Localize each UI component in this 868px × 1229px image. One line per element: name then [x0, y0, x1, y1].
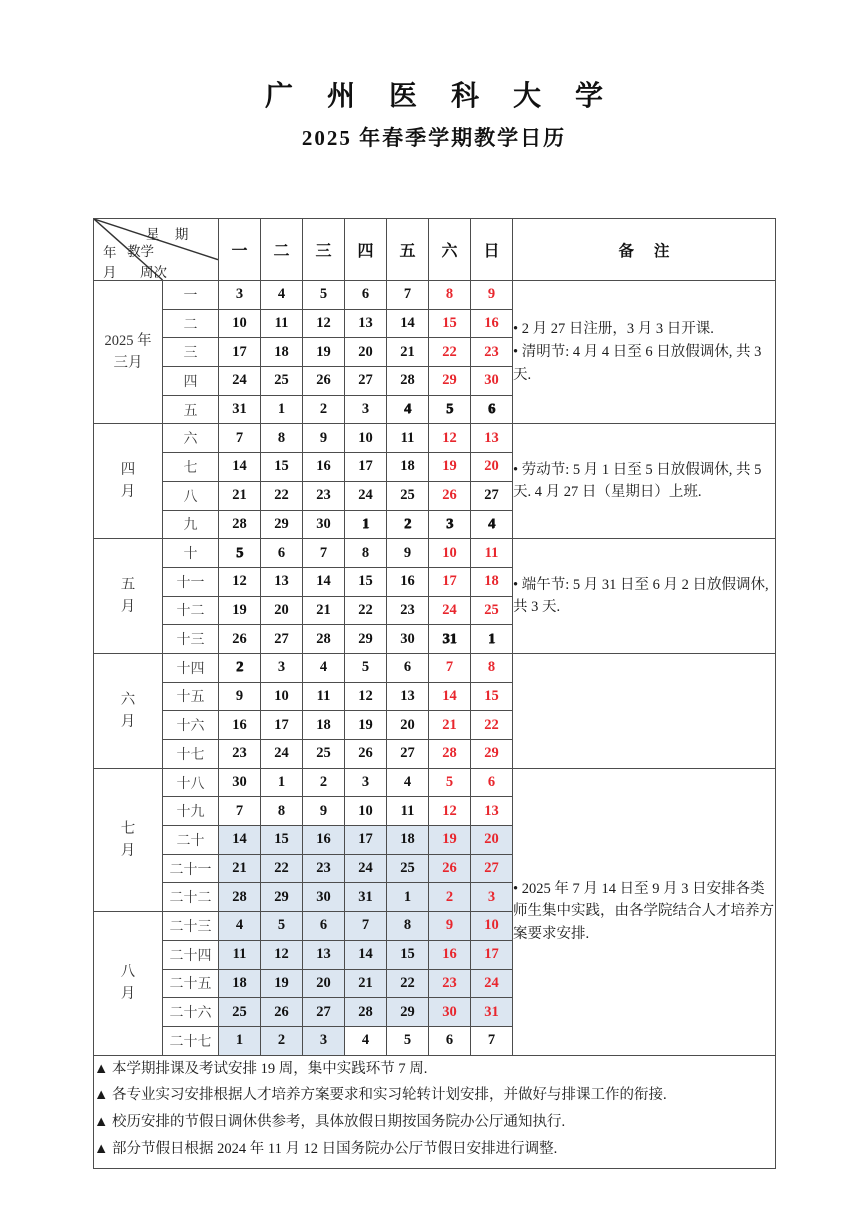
date-cell: 23 [219, 740, 261, 769]
date-cell: 16 [303, 826, 345, 855]
date-cell: 5 [303, 281, 345, 310]
date-cell: 28 [387, 367, 429, 396]
date-cell: 4 [261, 281, 303, 310]
date-cell: 7 [303, 539, 345, 568]
date-cell: 7 [429, 653, 471, 682]
footnotes-cell [94, 1055, 776, 1168]
week-number-label: 五 [163, 395, 219, 424]
date-cell: 9 [471, 281, 513, 310]
date-cell: 1 [387, 883, 429, 912]
date-cell: 4 [345, 1026, 387, 1055]
week-number-label: 二 [163, 309, 219, 338]
date-cell: 18 [303, 711, 345, 740]
date-cell: 4 [387, 395, 429, 424]
date-cell: 29 [471, 740, 513, 769]
date-cell: 21 [219, 481, 261, 510]
month-label: 七 月 [94, 768, 163, 911]
weekday-header: 日 [471, 219, 513, 281]
month-label: 2025 年 三月 [94, 281, 163, 424]
date-cell: 30 [471, 367, 513, 396]
date-cell: 5 [219, 539, 261, 568]
date-cell: 27 [471, 854, 513, 883]
date-cell: 5 [345, 653, 387, 682]
remark-cell: • 端午节: 5 月 31 日至 6 月 2 日放假调休, 共 3 天. [513, 539, 776, 654]
week-number-label: 十六 [163, 711, 219, 740]
date-cell: 29 [261, 883, 303, 912]
date-cell: 10 [219, 309, 261, 338]
date-cell: 4 [219, 912, 261, 941]
date-cell: 13 [387, 682, 429, 711]
date-cell: 3 [429, 510, 471, 539]
date-cell: 9 [303, 424, 345, 453]
date-cell: 1 [261, 768, 303, 797]
date-cell: 26 [303, 367, 345, 396]
date-cell: 12 [303, 309, 345, 338]
date-cell: 28 [429, 740, 471, 769]
calendar-title: 2025 年春季学期教学日历 [301, 126, 567, 150]
date-cell: 26 [261, 998, 303, 1027]
date-cell: 21 [429, 711, 471, 740]
date-cell: 10 [345, 797, 387, 826]
date-cell: 18 [387, 826, 429, 855]
date-cell: 14 [303, 567, 345, 596]
date-cell: 18 [219, 969, 261, 998]
date-cell: 11 [387, 797, 429, 826]
date-cell: 27 [471, 481, 513, 510]
date-cell: 30 [303, 883, 345, 912]
date-cell: 1 [219, 1026, 261, 1055]
date-cell: 19 [261, 969, 303, 998]
date-cell: 22 [387, 969, 429, 998]
date-cell: 29 [429, 367, 471, 396]
date-cell: 2 [303, 395, 345, 424]
week-number-label: 二十四 [163, 940, 219, 969]
date-cell: 7 [345, 912, 387, 941]
week-number-label: 二十七 [163, 1026, 219, 1055]
date-cell: 24 [345, 854, 387, 883]
date-cell: 8 [387, 912, 429, 941]
week-row [94, 653, 776, 682]
week-number-label: 十八 [163, 768, 219, 797]
week-number-label: 十三 [163, 625, 219, 654]
date-cell: 1 [261, 395, 303, 424]
date-cell: 21 [387, 338, 429, 367]
date-cell: 24 [219, 367, 261, 396]
date-cell: 4 [471, 510, 513, 539]
week-number-label: 十四 [163, 653, 219, 682]
date-cell: 2 [429, 883, 471, 912]
date-cell: 12 [261, 940, 303, 969]
week-number-label: 十 [163, 539, 219, 568]
date-cell: 16 [219, 711, 261, 740]
date-cell: 27 [345, 367, 387, 396]
date-cell: 20 [387, 711, 429, 740]
date-cell: 20 [345, 338, 387, 367]
date-cell: 8 [429, 281, 471, 310]
date-cell: 19 [429, 826, 471, 855]
date-cell: 5 [429, 395, 471, 424]
date-cell: 26 [429, 854, 471, 883]
note-line: ▲ 部分节假日根据 2024 年 11 月 12 日国务院办公厅节假日安排进行调整. [94, 1141, 558, 1157]
date-cell: 6 [261, 539, 303, 568]
date-cell: 29 [261, 510, 303, 539]
date-cell: 2 [219, 653, 261, 682]
date-cell: 9 [429, 912, 471, 941]
weekday-header: 一 [219, 219, 261, 281]
date-cell: 15 [261, 453, 303, 482]
date-cell: 21 [219, 854, 261, 883]
note-line: ▲ 各专业实习安排根据人才培养方案要求和实习轮转计划安排，并做好与排课工作的衔接. [94, 1087, 667, 1104]
week-number-label: 二十三 [163, 912, 219, 941]
date-cell: 13 [471, 424, 513, 453]
date-cell: 31 [345, 883, 387, 912]
week-number-label: 十二 [163, 596, 219, 625]
date-cell: 22 [429, 338, 471, 367]
date-cell: 28 [345, 998, 387, 1027]
date-cell: 25 [303, 740, 345, 769]
date-cell: 24 [261, 740, 303, 769]
date-cell: 13 [471, 797, 513, 826]
date-cell: 23 [303, 481, 345, 510]
remark-cell: • 劳动节: 5 月 1 日至 5 日放假调休, 共 5 天. 4 月 27 日（星期日）上班. [513, 424, 776, 539]
date-cell: 7 [387, 281, 429, 310]
weekday-header: 四 [345, 219, 387, 281]
date-cell: 13 [303, 940, 345, 969]
date-cell: 1 [345, 510, 387, 539]
date-cell: 12 [429, 797, 471, 826]
date-cell: 11 [261, 309, 303, 338]
date-cell: 30 [429, 998, 471, 1027]
date-cell: 27 [303, 998, 345, 1027]
date-cell: 22 [471, 711, 513, 740]
date-cell: 8 [261, 424, 303, 453]
date-cell: 10 [345, 424, 387, 453]
date-cell: 29 [345, 625, 387, 654]
weekday-header: 五 [387, 219, 429, 281]
date-cell: 15 [471, 682, 513, 711]
date-cell: 24 [429, 596, 471, 625]
date-cell: 25 [387, 481, 429, 510]
date-cell: 10 [429, 539, 471, 568]
week-number-label: 二十五 [163, 969, 219, 998]
remark-cell: • 2025 年 7 月 14 日至 9 月 3 日安排各类师生集中实践，由各学院结合人才培养方案要求安排. [513, 768, 776, 1055]
date-cell: 6 [429, 1026, 471, 1055]
date-cell: 30 [387, 625, 429, 654]
note-line: ▲ 本学期排课及考试安排 19 周，集中实践环节 7 周. [94, 1060, 428, 1077]
date-cell: 25 [471, 596, 513, 625]
date-cell: 24 [471, 969, 513, 998]
corner-label-weekday: 星 期 [146, 227, 195, 242]
date-cell: 5 [429, 768, 471, 797]
month-label: 五 月 [94, 539, 163, 654]
month-label: 四 月 [94, 424, 163, 539]
date-cell: 31 [219, 395, 261, 424]
date-cell: 3 [303, 1026, 345, 1055]
date-cell: 17 [345, 453, 387, 482]
date-cell: 11 [303, 682, 345, 711]
date-cell: 6 [387, 653, 429, 682]
date-cell: 21 [345, 969, 387, 998]
week-row [94, 539, 776, 568]
date-cell: 18 [387, 453, 429, 482]
date-cell: 10 [471, 912, 513, 941]
date-cell: 3 [261, 653, 303, 682]
date-cell: 18 [261, 338, 303, 367]
remark-cell [513, 653, 776, 768]
date-cell: 30 [303, 510, 345, 539]
date-cell: 6 [345, 281, 387, 310]
date-cell: 17 [345, 826, 387, 855]
week-row [94, 768, 776, 797]
week-number-label: 二十 [163, 826, 219, 855]
week-number-label: 一 [163, 281, 219, 310]
month-label: 八 月 [94, 912, 163, 1055]
date-cell: 16 [303, 453, 345, 482]
date-cell: 23 [471, 338, 513, 367]
date-cell: 5 [261, 912, 303, 941]
date-cell: 13 [345, 309, 387, 338]
university-name: 广州医科大学 [264, 81, 637, 112]
weekday-header: 二 [261, 219, 303, 281]
date-cell: 20 [303, 969, 345, 998]
date-cell: 19 [303, 338, 345, 367]
date-cell: 3 [345, 395, 387, 424]
date-cell: 14 [219, 826, 261, 855]
week-number-label: 十七 [163, 740, 219, 769]
date-cell: 27 [387, 740, 429, 769]
week-number-label: 十五 [163, 682, 219, 711]
date-cell: 17 [429, 567, 471, 596]
week-number-label: 二十一 [163, 854, 219, 883]
date-cell: 14 [345, 940, 387, 969]
date-cell: 25 [261, 367, 303, 396]
remarks-header: 备 注 [513, 219, 776, 281]
date-cell: 4 [387, 768, 429, 797]
remark-cell: • 2 月 27 日注册，3 月 3 日开课. • 清明节: 4 月 4 日至 6 日放假调休, 共 3 天. [513, 281, 776, 424]
date-cell: 28 [219, 883, 261, 912]
week-number-label: 四 [163, 367, 219, 396]
date-cell: 22 [345, 596, 387, 625]
corner-header-cell [94, 219, 219, 281]
date-cell: 4 [303, 653, 345, 682]
date-cell: 2 [303, 768, 345, 797]
date-cell: 26 [345, 740, 387, 769]
date-cell: 15 [429, 309, 471, 338]
date-cell: 20 [471, 826, 513, 855]
date-cell: 24 [345, 481, 387, 510]
date-cell: 8 [345, 539, 387, 568]
date-cell: 23 [303, 854, 345, 883]
date-cell: 3 [219, 281, 261, 310]
date-cell: 11 [471, 539, 513, 568]
corner-label-month: 月 [103, 265, 117, 280]
calendar-table [93, 218, 776, 1169]
date-cell: 28 [303, 625, 345, 654]
date-cell: 22 [261, 854, 303, 883]
date-cell: 11 [387, 424, 429, 453]
date-cell: 3 [345, 768, 387, 797]
date-cell: 15 [261, 826, 303, 855]
date-cell: 22 [261, 481, 303, 510]
date-cell: 1 [471, 625, 513, 654]
date-cell: 6 [303, 912, 345, 941]
date-cell: 26 [429, 481, 471, 510]
date-cell: 31 [471, 998, 513, 1027]
date-cell: 2 [261, 1026, 303, 1055]
date-cell: 14 [219, 453, 261, 482]
week-number-label: 三 [163, 338, 219, 367]
date-cell: 21 [303, 596, 345, 625]
date-cell: 7 [471, 1026, 513, 1055]
date-cell: 8 [471, 653, 513, 682]
corner-label-week: 周次 [140, 265, 167, 280]
date-cell: 16 [387, 567, 429, 596]
note-line: ▲ 校历安排的节假日调休供参考，具体放假日期按国务院办公厅通知执行. [94, 1114, 566, 1131]
date-cell: 19 [345, 711, 387, 740]
week-number-label: 九 [163, 510, 219, 539]
date-cell: 3 [471, 883, 513, 912]
date-cell: 29 [387, 998, 429, 1027]
date-cell: 18 [471, 567, 513, 596]
date-cell: 6 [471, 395, 513, 424]
corner-label-teaching: 教学 [127, 244, 154, 259]
date-cell: 6 [471, 768, 513, 797]
week-number-label: 八 [163, 481, 219, 510]
week-number-label: 七 [163, 453, 219, 482]
date-cell: 28 [219, 510, 261, 539]
date-cell: 30 [219, 768, 261, 797]
week-number-label: 十九 [163, 797, 219, 826]
date-cell: 23 [429, 969, 471, 998]
date-cell: 8 [261, 797, 303, 826]
date-cell: 26 [219, 625, 261, 654]
week-number-label: 二十二 [163, 883, 219, 912]
date-cell: 7 [219, 424, 261, 453]
weekday-header: 三 [303, 219, 345, 281]
date-cell: 19 [429, 453, 471, 482]
week-number-label: 二十六 [163, 998, 219, 1027]
week-number-label: 十一 [163, 567, 219, 596]
date-cell: 11 [219, 940, 261, 969]
date-cell: 9 [303, 797, 345, 826]
date-cell: 12 [219, 567, 261, 596]
week-row [94, 424, 776, 453]
weekday-header: 六 [429, 219, 471, 281]
date-cell: 15 [345, 567, 387, 596]
date-cell: 9 [219, 682, 261, 711]
corner-label-year: 年 [103, 245, 117, 260]
date-cell: 16 [429, 940, 471, 969]
week-number-label: 六 [163, 424, 219, 453]
date-cell: 17 [219, 338, 261, 367]
date-cell: 19 [219, 596, 261, 625]
date-cell: 12 [345, 682, 387, 711]
date-cell: 23 [387, 596, 429, 625]
date-cell: 31 [429, 625, 471, 654]
date-cell: 9 [387, 539, 429, 568]
date-cell: 13 [261, 567, 303, 596]
date-cell: 10 [261, 682, 303, 711]
date-cell: 14 [429, 682, 471, 711]
date-cell: 2 [387, 510, 429, 539]
date-cell: 27 [261, 625, 303, 654]
date-cell: 5 [387, 1026, 429, 1055]
date-cell: 20 [261, 596, 303, 625]
week-row [94, 281, 776, 310]
date-cell: 20 [471, 453, 513, 482]
date-cell: 14 [387, 309, 429, 338]
date-cell: 7 [219, 797, 261, 826]
date-cell: 17 [471, 940, 513, 969]
date-cell: 15 [387, 940, 429, 969]
date-cell: 17 [261, 711, 303, 740]
date-cell: 16 [471, 309, 513, 338]
date-cell: 12 [429, 424, 471, 453]
date-cell: 25 [387, 854, 429, 883]
month-label: 六 月 [94, 653, 163, 768]
date-cell: 25 [219, 998, 261, 1027]
